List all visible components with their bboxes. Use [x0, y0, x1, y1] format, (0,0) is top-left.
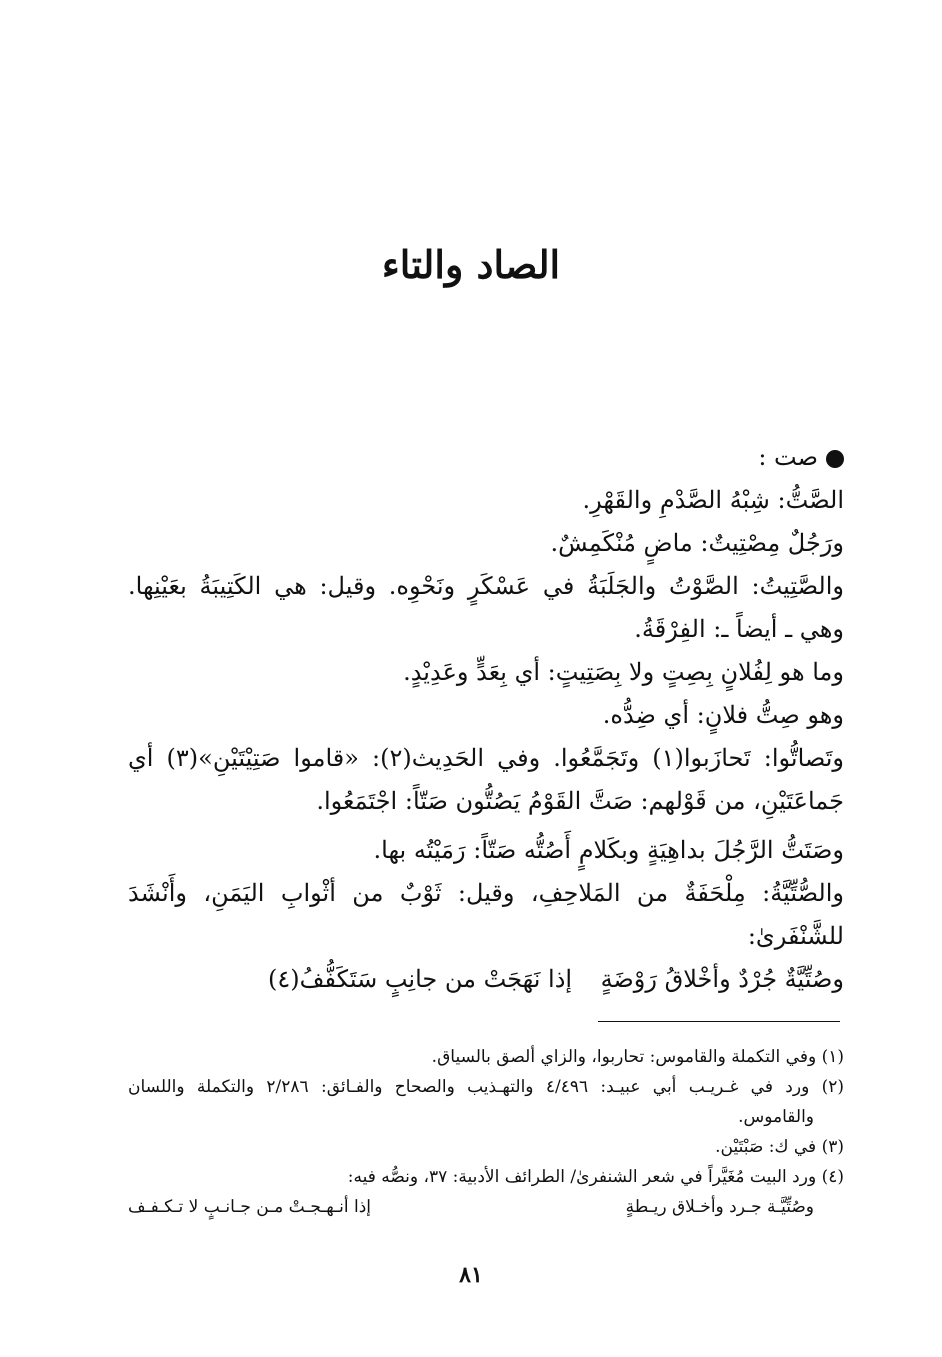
dictionary-entry: [128, 436, 844, 1001]
poem-verse: [128, 958, 844, 1001]
footnote-verse-first: وصُتِّيَّـة جـرد وأخـلاق ريـطةٍ: [625, 1197, 814, 1217]
entry-line: والصَّتِيتُ: الصَّوْتُ والجَلَبَةُ في عَسْكَرٍ ونَحْوِه. وقيل: هي الكَتِيبَةُ بعَيْنِها.: [128, 572, 844, 600]
entry-line: جَماعَتَيْنِ، من قَوْلهم: صَتَّ القَوْمُ يَصُتُّون صَتّاً: اجْتَمَعُوا.: [316, 787, 844, 815]
entry-line: وصَتَتُّ الرَّجُلَ بداهِيَةٍ وبكَلامٍ أَصُتُّه صَتّاً: رَمَيْتُه بها.: [373, 836, 844, 864]
footnote: (٤) ورد البيت مُغَيَّراً في شعر الشنفرىٰ/ الطرائف الأدبية: ٣٧، ونصُّه فيه:: [347, 1167, 844, 1187]
entry-line: وتَصاتُّوا: تَحازَبوا(١) وتَجَمَّعُوا. وفي الحَدِيث(٢): «قاموا صَتِيْتَيْنِ»(٣) أي: [128, 744, 845, 772]
verse-second-hemistich: إذا نَهَجَتْ من جانِبٍ سَتَكَفُّفُ(٤): [268, 965, 573, 993]
entry-line: وما هو لِفُلانٍ بِصِتٍ ولا بِصَتِيتٍ: أي بِعَدٍّ وعَدِيْدٍ.: [403, 658, 844, 686]
entry-line: وهو صِتُّ فلانٍ: أي ضِدُّه.: [602, 701, 844, 729]
footnote: (١) وفي التكملة والقاموس: تحاربوا، والزاي ألصق بالسياق.: [431, 1047, 844, 1067]
entry-heading: صت :: [128, 436, 844, 479]
entry-line: وهي ـ أيضاً ـ: الفِرْقَةُ.: [634, 615, 844, 643]
verse-first-hemistich: وصُتِّيَّةٌ جُرْدٌ وأخْلاقُ رَوْضَةٍ: [600, 965, 844, 993]
footnote-separator: [598, 1021, 840, 1022]
footnote: (٢) ورد في غـريـب أبي عبيـد: ٤/٤٩٦ والتهـذيب والصحاح والفـائق: ٢/٢٨٦ والتكملة واللسان: [128, 1077, 845, 1097]
page-number: ٨١: [459, 1262, 483, 1288]
entry-line: والصُّتِّيَّةُ: مِلْحَفَةٌ من المَلاحِفِ، وقيل: ثَوْبٌ من أثْوابِ اليَمَنِ، وأَنْشَدَ: [128, 879, 845, 907]
footnotes: [128, 1042, 844, 1222]
entry-line: للشَّنْفَرىٰ:: [747, 922, 844, 950]
footnote-continuation: والقاموس.: [738, 1107, 814, 1127]
footnote-verse: [128, 1192, 844, 1222]
chapter-title: الصاد والتاء: [381, 242, 561, 287]
bullet-icon: [826, 450, 844, 468]
footnote-verse-second: إذا أنـهـجـتْ مـن جـانـبٍ لا تـكـفـف: [128, 1197, 371, 1217]
entry-line: الصَّتُّ: شِبْهُ الصَّدْمِ والقَهْرِ.: [582, 486, 844, 514]
entry-line: ورَجُلٌ مِصْتِيتٌ: ماضٍ مُنْكَمِشٌ.: [550, 529, 844, 557]
footnote: (٣) في ك: صَبْتَيْن.: [715, 1137, 844, 1157]
